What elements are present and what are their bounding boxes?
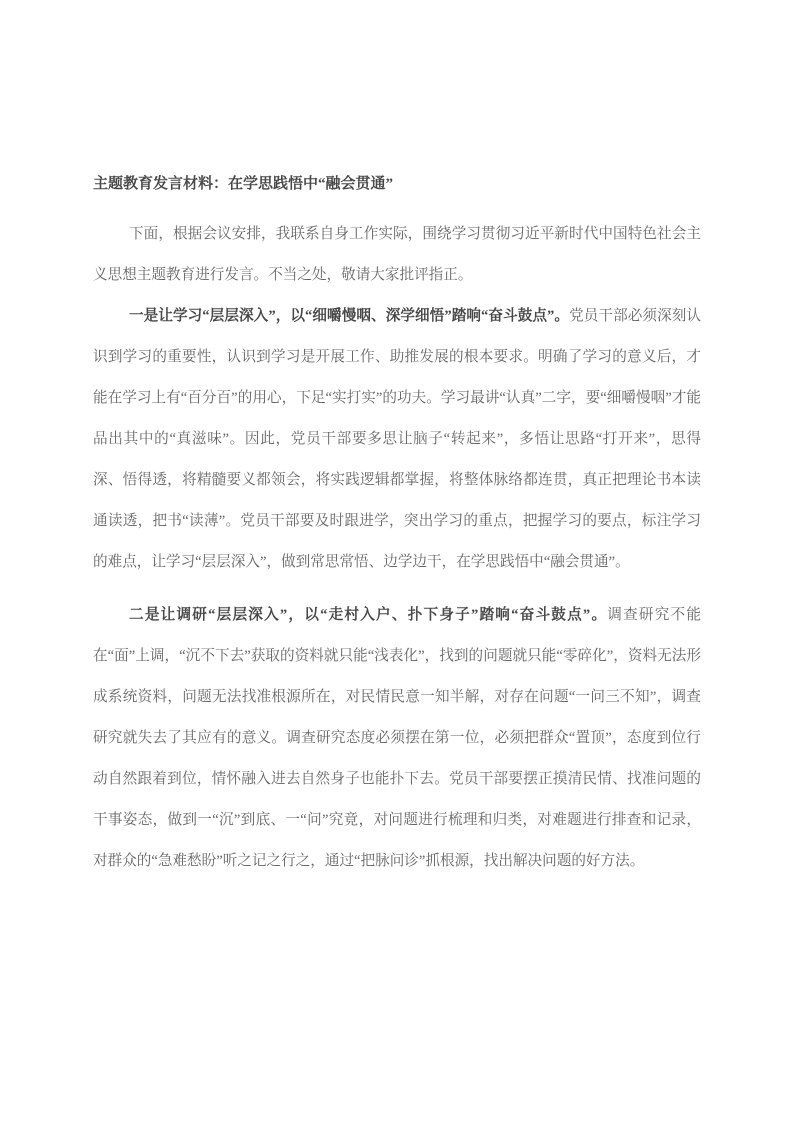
paragraph-point-one-text: 党员干部必须深刻认识到学习的重要性，认识到学习是开展工作、助推发展的根本要求。明确了学习的意义后，才能在学习上有“百分百”的用心，下足“实打实”的功夫。学习最讲“认真”二字，要“细嚼慢咽”才能品出其中的“真滋味”。因此，党员干部要多思让脑子“转起来”，多悟让思路“打开来”，思得深、悟得透，将精髓要义都领会，将实践逻辑都掌握，将整体脉络都连贯，真正把理论书本读通读透，把书“读薄”。党员干部要及时跟进学，突出学习的重点，把握学习的要点，标注学习的难点，让学习“层层深入”，做到常思常悟、边学边干，在学思践悟中“融会贯通”。	[93, 308, 701, 570]
paragraph-point-one-lead: 一是让学习“层层深入”，以“细嚼慢咽、深学细悟”踏响“奋斗鼓点”。	[129, 308, 570, 324]
paragraph-point-one	[93, 296, 701, 583]
document-content	[93, 164, 701, 882]
paragraph-intro-text: 下面，根据会议安排，我联系自身工作实际，围绕学习贯彻习近平新时代中国特色社会主义思想主题教育进行发言。不当之处，敬请大家批评指正。	[93, 226, 701, 283]
paragraph-point-two-text: 调查研究不能在“面”上调，“沉不下去”获取的资料就只能“浅表化”，找到的问题就只能“零碎化”，资料无法形成系统资料，问题无法找准根源所在，对民情民意一知半解，对存在问题“一问三不知”，调查研究就失去了其应有的意义。调查研究态度必须摆在第一位，必须把群众“置顶”，态度到位行动自然跟着到位，情怀融入进去自然身子也能扑下去。党员干部要摆正摸清民情、找准问题的干事姿态，做到一“沉”到底、一“问”究竟，对问题进行梳理和归类，对难题进行排查和记录，对群众的“急难愁盼”听之记之行之，通过“把脉问诊”抓根源，找出解决问题的好方法。	[93, 607, 701, 869]
paragraph-point-two-lead: 二是让调研“层层深入”，以“走村入户、扑下身子”踏响“奋斗鼓点”。	[129, 607, 608, 623]
paragraph-intro	[93, 214, 701, 296]
document-title: 主题教育发言材料：在学思践悟中“融会贯通”	[93, 176, 394, 192]
paragraph-point-two	[93, 595, 701, 882]
